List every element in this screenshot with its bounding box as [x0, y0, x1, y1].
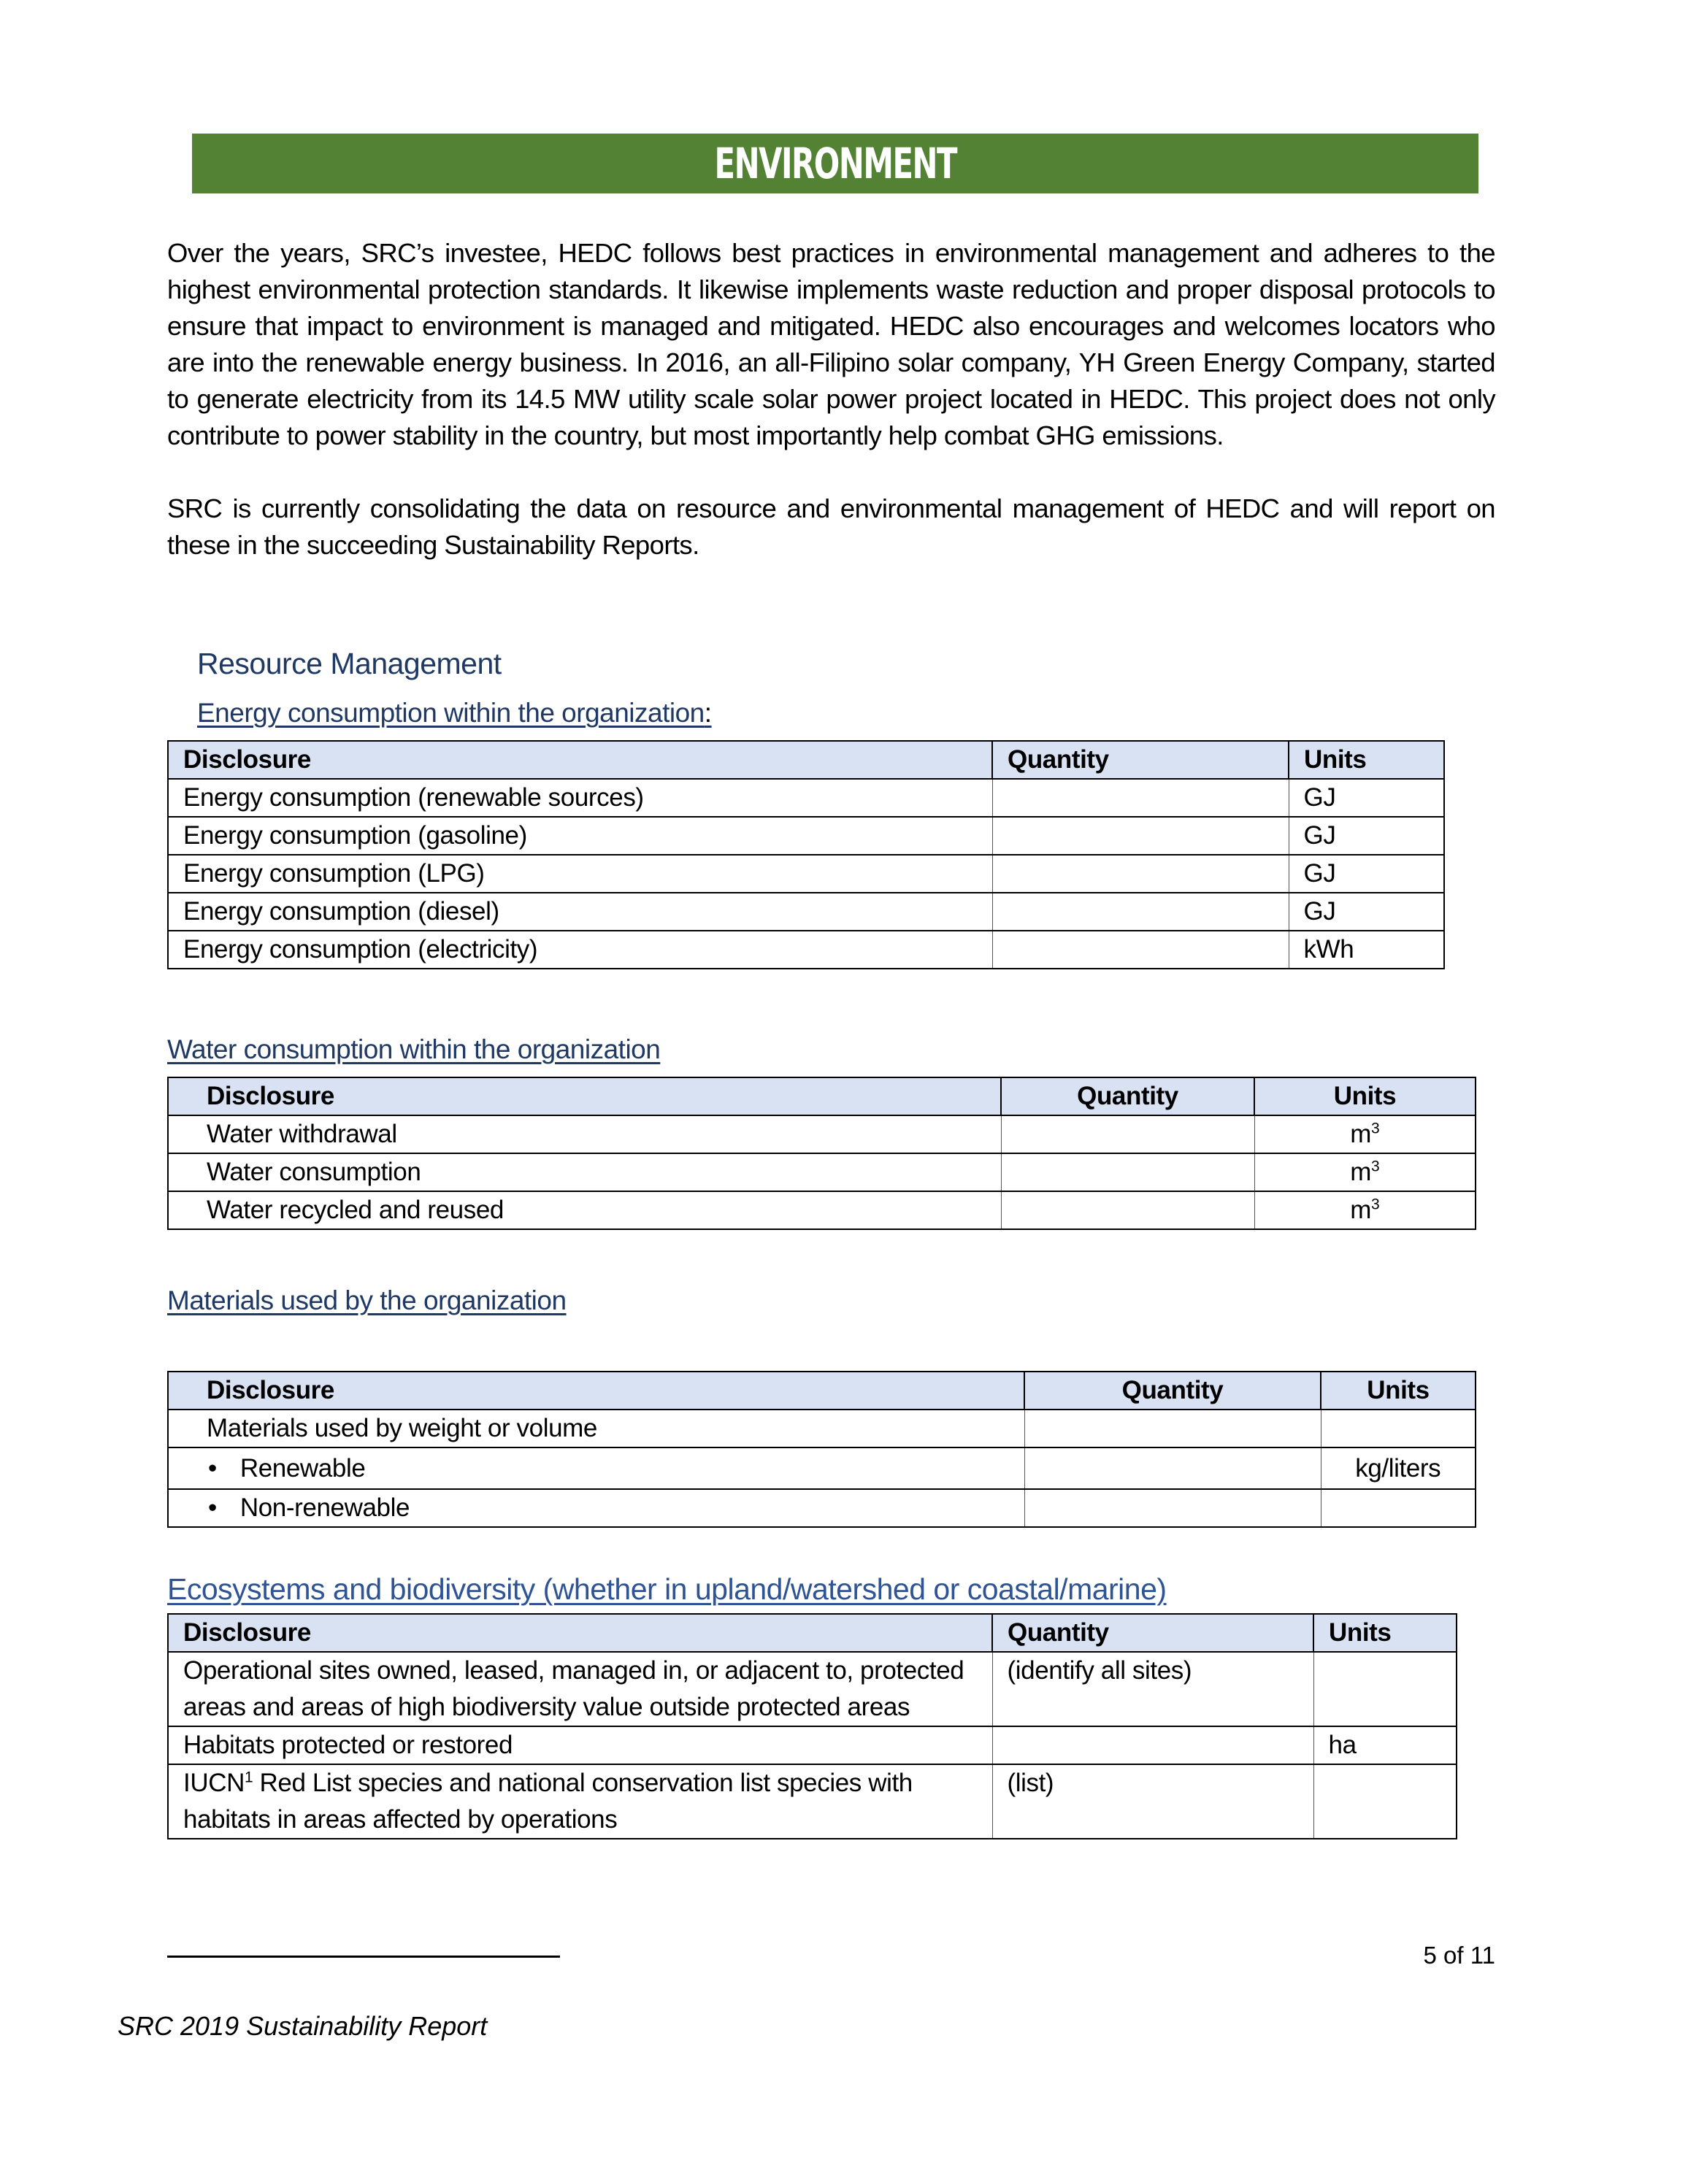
units-superscript: 3 — [1370, 1120, 1380, 1137]
table-row — [168, 817, 1444, 855]
disclosure-cell: Water withdrawal — [168, 1115, 1001, 1153]
disclosure-prefix: IUCN — [183, 1769, 245, 1797]
quantity-cell — [1024, 1410, 1321, 1447]
energy-heading-colon: : — [704, 698, 712, 728]
disclosure-cell: Energy consumption (diesel) — [168, 893, 992, 931]
table-header-row — [168, 1077, 1476, 1115]
units-base: m — [1350, 1158, 1371, 1186]
table-row — [168, 1153, 1476, 1191]
quantity-cell — [1001, 1153, 1254, 1191]
header-units: Units — [1313, 1614, 1457, 1652]
section-title: ENVIRONMENT — [714, 139, 956, 188]
header-quantity: Quantity — [992, 1614, 1313, 1652]
quantity-cell: (identify all sites) — [992, 1652, 1313, 1726]
table-row — [168, 1489, 1476, 1527]
units-cell: ha — [1313, 1726, 1457, 1764]
disclosure-cell — [168, 1764, 992, 1839]
quantity-cell — [1024, 1489, 1321, 1527]
quantity-cell — [992, 893, 1289, 931]
quantity-cell — [1001, 1191, 1254, 1229]
page-number: 5 of 11 — [1423, 1942, 1495, 1969]
table-row — [168, 779, 1444, 817]
header-units: Units — [1289, 741, 1444, 779]
quantity-cell — [992, 1726, 1313, 1764]
units-cell: GJ — [1289, 817, 1444, 855]
quantity-cell — [992, 855, 1289, 893]
quantity-cell — [992, 931, 1289, 969]
disclosure-cell: Operational sites owned, leased, managed in, or adjacent to, protected areas and areas of high biodiversity value outside protected areas — [168, 1652, 992, 1726]
ecosystems-heading: Ecosystems and biodiversity (whether in upland/watershed or coastal/marine) — [167, 1572, 1167, 1606]
header-disclosure: Disclosure — [168, 741, 992, 779]
units-cell — [1254, 1115, 1476, 1153]
footnote-separator — [167, 1956, 560, 1958]
disclosure-cell: • Non-renewable — [168, 1489, 1024, 1527]
units-cell: kWh — [1289, 931, 1444, 969]
header-quantity: Quantity — [1024, 1372, 1321, 1410]
materials-table — [167, 1371, 1476, 1528]
header-units: Units — [1321, 1372, 1476, 1410]
units-cell: GJ — [1289, 779, 1444, 817]
disclosure-cell: Habitats protected or restored — [168, 1726, 992, 1764]
disclosure-cell: Energy consumption (renewable sources) — [168, 779, 992, 817]
units-cell: kg/liters — [1321, 1447, 1476, 1489]
ecosystems-table — [167, 1613, 1457, 1839]
table-header-row — [168, 1372, 1476, 1410]
intro-paragraph-1: Over the years, SRC’s investee, HEDC follows best practices in environmental management and adheres to the highest environmental protection standards. It likewise implements waste reduction and proper disposal protocols to ensure that impact to environment is managed and mitigated. HEDC also encourages and welcomes locators who are into the renewable energy business. In 2016, an all-Filipino solar company, YH Green Energy Company, started to generate electricity from its 14.5 MW utility scale solar power project located in HEDC. This project does not only contribute to power stability in the country, but most importantly help combat GHG emissions. — [167, 238, 1495, 450]
intro-text — [167, 235, 1495, 564]
water-heading: Water consumption within the organization — [167, 1034, 661, 1064]
header-disclosure: Disclosure — [168, 1372, 1024, 1410]
table-row — [168, 1191, 1476, 1229]
intro-paragraph-2: SRC is currently consolidating the data on resource and environmental management of HEDC and will report on these in the succeeding Sustainability Reports. — [167, 493, 1495, 560]
units-cell — [1321, 1410, 1476, 1447]
resource-management-heading: Resource Management — [197, 647, 502, 680]
disclosure-cell: Materials used by weight or volume — [168, 1410, 1024, 1447]
table-row — [168, 1410, 1476, 1447]
table-row — [168, 855, 1444, 893]
units-cell — [1254, 1153, 1476, 1191]
quantity-cell: (list) — [992, 1764, 1313, 1839]
disclosure-cell: • Renewable — [168, 1447, 1024, 1489]
units-cell — [1313, 1652, 1457, 1726]
disclosure-cell: Energy consumption (LPG) — [168, 855, 992, 893]
units-cell — [1254, 1191, 1476, 1229]
table-row — [168, 931, 1444, 969]
quantity-cell — [1001, 1115, 1254, 1153]
quantity-cell — [992, 817, 1289, 855]
energy-heading-text: Energy consumption within the organization — [197, 698, 705, 728]
energy-heading — [197, 698, 712, 728]
table-header-row — [168, 1614, 1457, 1652]
report-footer: SRC 2019 Sustainability Report — [118, 2011, 488, 2041]
units-cell: GJ — [1289, 893, 1444, 931]
header-quantity: Quantity — [992, 741, 1289, 779]
table-row — [168, 1652, 1457, 1726]
units-superscript: 3 — [1370, 1158, 1380, 1175]
header-disclosure: Disclosure — [168, 1614, 992, 1652]
materials-heading: Materials used by the organization — [167, 1285, 567, 1315]
header-units: Units — [1254, 1077, 1476, 1115]
quantity-cell — [992, 779, 1289, 817]
units-cell — [1321, 1489, 1476, 1527]
units-superscript: 3 — [1370, 1196, 1380, 1213]
disclosure-cell: Water consumption — [168, 1153, 1001, 1191]
units-base: m — [1350, 1196, 1371, 1224]
units-cell — [1313, 1764, 1457, 1839]
disclosure-rest: Red List species and national conservation list species with habitats in areas affected by operations — [183, 1769, 913, 1834]
water-table — [167, 1077, 1476, 1230]
units-base: m — [1350, 1120, 1371, 1148]
disclosure-cell: Energy consumption (gasoline) — [168, 817, 992, 855]
energy-table — [167, 740, 1445, 969]
table-row — [168, 893, 1444, 931]
disclosure-cell: Water recycled and reused — [168, 1191, 1001, 1229]
table-header-row — [168, 741, 1444, 779]
footnote-reference[interactable]: 1 — [244, 1769, 253, 1786]
header-disclosure: Disclosure — [168, 1077, 1001, 1115]
disclosure-cell: Energy consumption (electricity) — [168, 931, 992, 969]
table-row — [168, 1764, 1457, 1839]
header-quantity: Quantity — [1001, 1077, 1254, 1115]
section-banner — [192, 134, 1478, 193]
units-cell: GJ — [1289, 855, 1444, 893]
quantity-cell — [1024, 1447, 1321, 1489]
table-row — [168, 1726, 1457, 1764]
table-row — [168, 1447, 1476, 1489]
table-row — [168, 1115, 1476, 1153]
